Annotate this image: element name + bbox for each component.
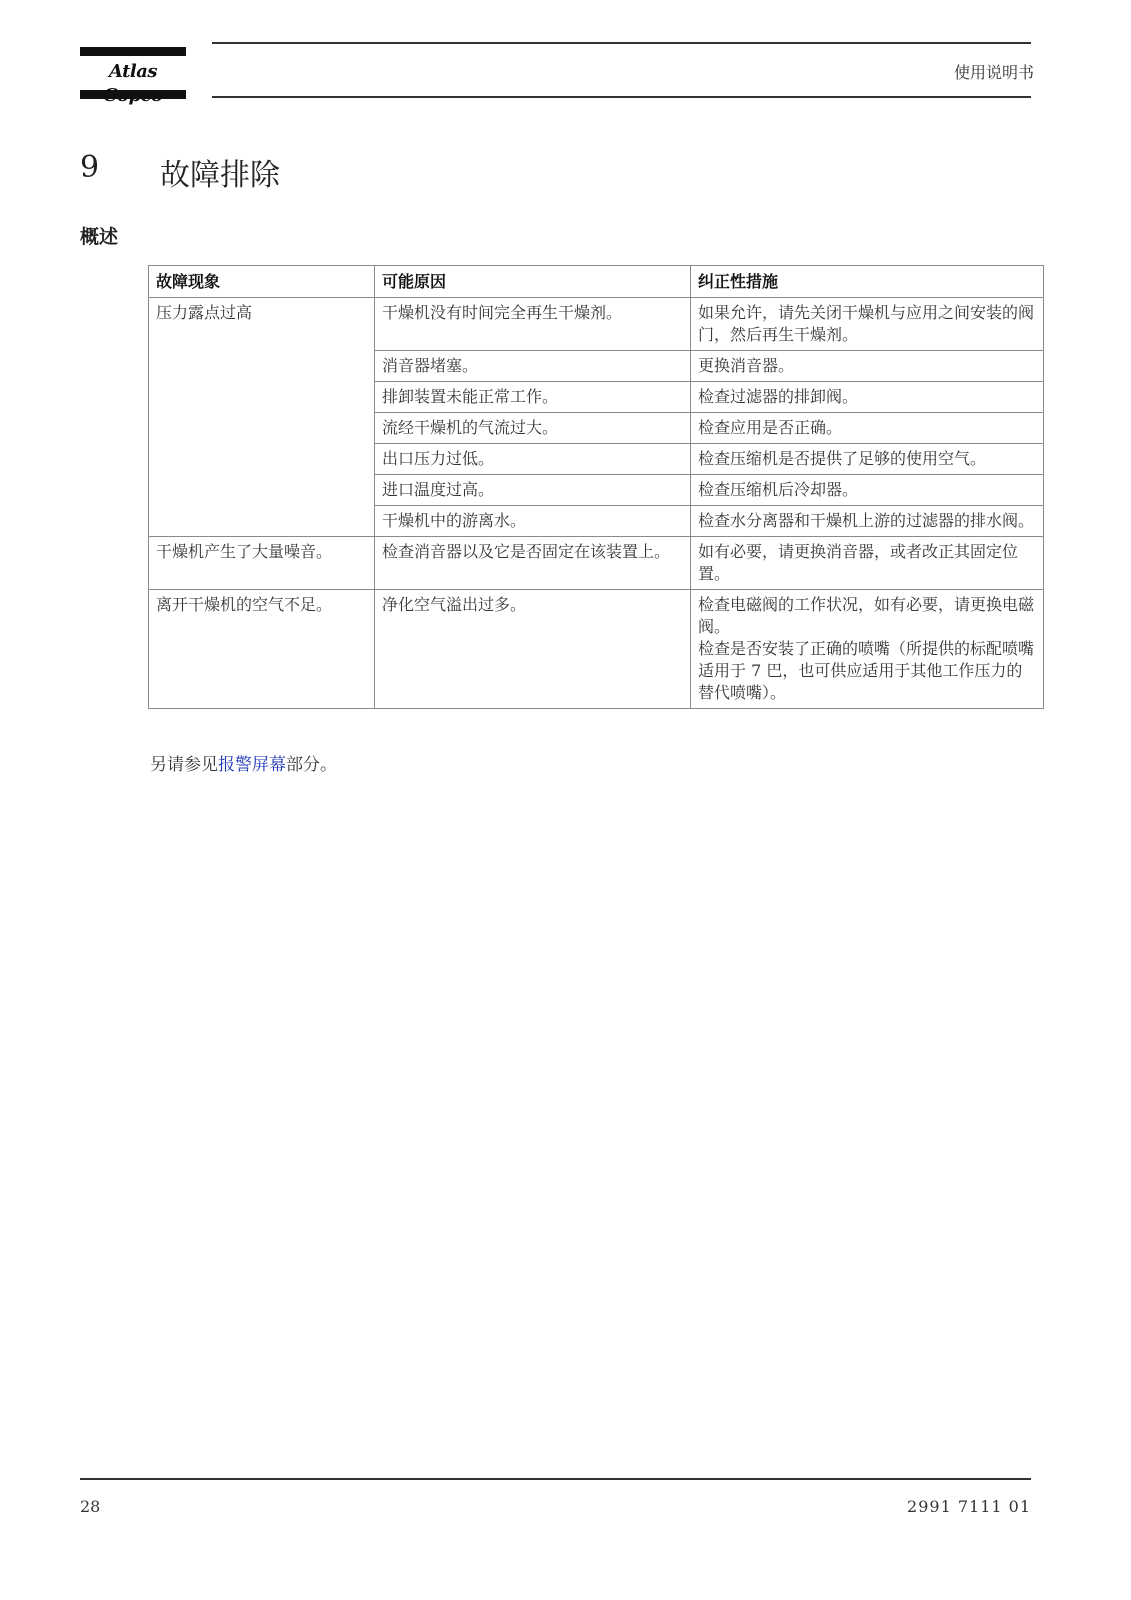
symptom-cell: 压力露点过高 bbox=[149, 298, 375, 537]
table-row bbox=[149, 590, 1044, 709]
section-title: 概述 bbox=[80, 226, 119, 248]
alarm-screen-link[interactable]: 报警屏幕 bbox=[218, 755, 286, 775]
header-cause: 可能原因 bbox=[375, 266, 691, 298]
troubleshooting-table bbox=[148, 265, 1044, 709]
action-cell: 检查压缩机后冷却器。 bbox=[691, 475, 1044, 506]
doc-type-label: 使用说明书 bbox=[953, 63, 1034, 82]
header-action: 纠正性措施 bbox=[691, 266, 1044, 298]
action-cell: 检查应用是否正确。 bbox=[691, 413, 1044, 444]
cause-cell: 净化空气溢出过多。 bbox=[375, 590, 691, 709]
action-cell: 检查压缩机是否提供了足够的使用空气。 bbox=[691, 444, 1044, 475]
see-also-note bbox=[150, 750, 337, 775]
action-cell: 检查过滤器的排卸阀。 bbox=[691, 382, 1044, 413]
see-also-suffix: 部分。 bbox=[286, 755, 337, 775]
cause-cell: 干燥机没有时间完全再生干燥剂。 bbox=[375, 298, 691, 351]
cause-cell: 排卸装置未能正常工作。 bbox=[375, 382, 691, 413]
action-line: 检查电磁阀的工作状况，如有必要，请更换电磁阀。 bbox=[698, 595, 1035, 636]
cause-cell: 进口温度过高。 bbox=[375, 475, 691, 506]
cause-cell: 检查消音器以及它是否固定在该装置上。 bbox=[375, 537, 691, 590]
action-line: 检查是否安装了正确的喷嘴（所提供的标配喷嘴适用于 7 巴，也可供应适用于其他工作压力的替代喷嘴）。 bbox=[698, 639, 1035, 702]
atlas-copco-logo bbox=[80, 47, 186, 99]
cause-cell: 消音器堵塞。 bbox=[375, 351, 691, 382]
table-row bbox=[149, 298, 1044, 351]
action-cell: 如有必要，请更换消音器，或者改正其固定位置。 bbox=[691, 537, 1044, 590]
action-cell: 如果允许，请先关闭干燥机与应用之间安装的阀门，然后再生干燥剂。 bbox=[691, 298, 1044, 351]
chapter-title: 故障排除 bbox=[160, 158, 280, 193]
cause-cell: 干燥机中的游离水。 bbox=[375, 506, 691, 537]
symptom-cell: 离开干燥机的空气不足。 bbox=[149, 590, 375, 709]
cause-cell: 流经干燥机的气流过大。 bbox=[375, 413, 691, 444]
symptom-cell: 干燥机产生了大量噪音。 bbox=[149, 537, 375, 590]
logo-text: Atlas bbox=[108, 61, 158, 82]
table-row bbox=[149, 537, 1044, 590]
action-cell: 检查水分离器和干燥机上游的过滤器的排水阀。 bbox=[691, 506, 1044, 537]
logo-bar-bottom bbox=[80, 90, 186, 99]
see-also-prefix: 另请参见 bbox=[150, 755, 218, 775]
header-symptom: 故障现象 bbox=[149, 266, 375, 298]
page-number: 28 bbox=[80, 1497, 101, 1516]
logo-bar-top bbox=[80, 47, 186, 56]
chapter-number: 9 bbox=[80, 150, 100, 185]
action-cell: 更换消音器。 bbox=[691, 351, 1044, 382]
action-cell bbox=[691, 590, 1044, 709]
document-number: 2991 7111 01 bbox=[907, 1497, 1031, 1516]
footer-rule bbox=[80, 1478, 1031, 1480]
header-rule-bottom bbox=[212, 96, 1031, 98]
header-rule-top bbox=[212, 42, 1031, 44]
table-header-row bbox=[149, 266, 1044, 298]
cause-cell: 出口压力过低。 bbox=[375, 444, 691, 475]
